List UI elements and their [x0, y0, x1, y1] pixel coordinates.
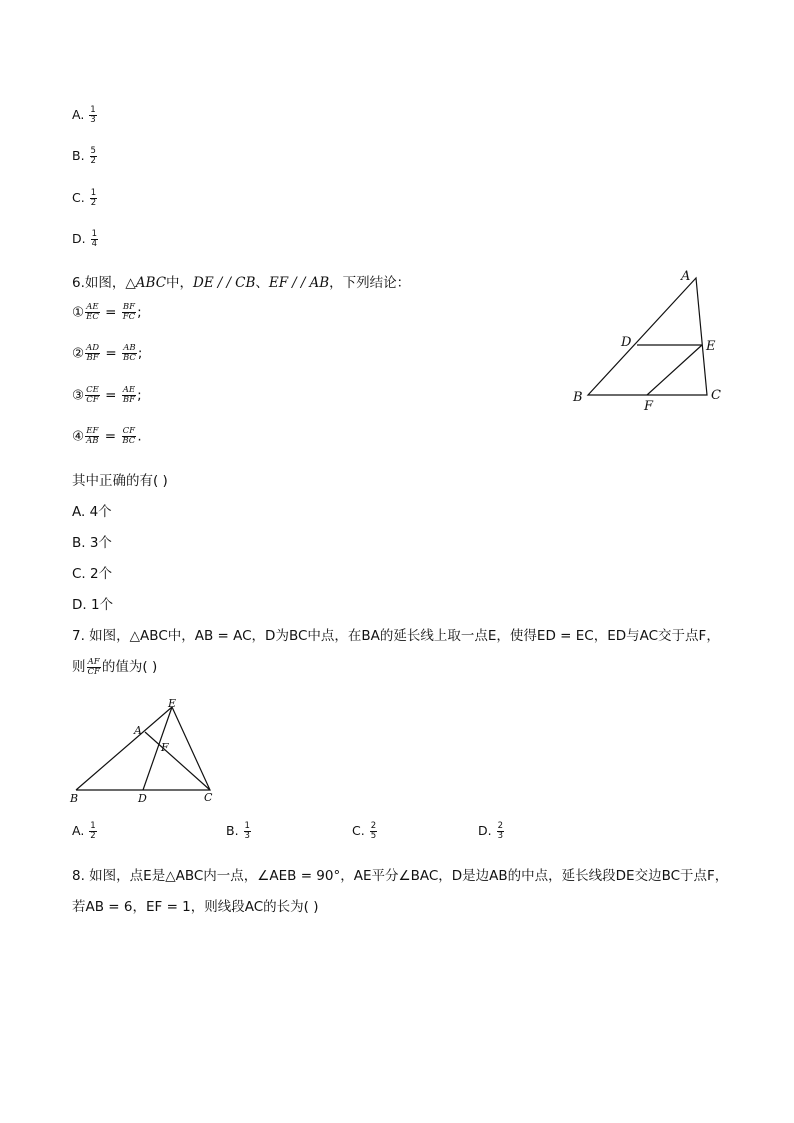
q7-option-c: C. $\frac{2}{5}$	[352, 821, 377, 841]
q6-triangle-figure	[560, 262, 740, 417]
q6-statement-1: ① $\frac{AE}{EC}$ = $\frac{BF}{FC}$ ;	[72, 302, 142, 322]
triangle-bec	[76, 707, 210, 790]
label-c: C	[204, 791, 213, 804]
label-e: E	[168, 697, 177, 710]
fraction: $\frac{1}{2}$	[90, 188, 97, 208]
q5-option-c: C. $\frac{1}{2}$	[72, 188, 97, 208]
label-c: C	[711, 388, 721, 403]
q5-option-b: B. $\frac{5}{2}$	[72, 146, 96, 166]
label-f: F	[161, 741, 169, 754]
segment-ef	[647, 345, 702, 395]
q7-stem-line2: 则 $\frac{AF}{CF}$ 的值为( )	[72, 656, 158, 677]
q6-question: 其中正确的有( )	[72, 473, 168, 489]
q7-stem-line1: 7. 如图，△ABC中，AB = AC，D为BC中点，在BA的延长线上取一点E，使得ED = EC，ED与AC交于点F，	[72, 628, 720, 644]
q7-option-b: B. $\frac{1}{3}$	[226, 821, 250, 841]
q7-triangle-figure	[62, 694, 232, 809]
q5-option-a: A. $\frac{1}{3}$	[72, 105, 96, 125]
q8-stem-line2: 若AB = 6，EF = 1，则线段AC的长为( )	[72, 899, 319, 915]
label-b: B	[70, 792, 79, 805]
fraction: $\frac{1}{4}$	[91, 229, 98, 249]
label-a: A	[134, 724, 142, 737]
segment-ac	[145, 732, 210, 790]
q6-option-b: B. 3个	[72, 535, 112, 551]
q6-option-a: A. 4个	[72, 504, 112, 520]
label-a: A	[681, 269, 691, 284]
q6-stem: 6.如图，△ABC中，DE / / CB、EF / / AB，下列结论：	[72, 275, 411, 291]
q5-option-d: D. $\frac{1}{4}$	[72, 229, 98, 249]
label-b: B	[573, 390, 583, 405]
label-f: F	[644, 399, 654, 414]
fraction: $\frac{5}{2}$	[90, 146, 96, 166]
q6-statement-3: ③ $\frac{CE}{CF}$ = $\frac{AE}{BF}$ ;	[72, 385, 142, 405]
label-d: D	[621, 335, 632, 350]
q8-stem-line1: 8. 如图，点E是△ABC内一点，∠AEB = 90°，AE平分∠BAC，D是边AB的中点，延长线段DE交边BC于点F，	[72, 868, 729, 884]
label-e: E	[706, 339, 716, 354]
q6-option-d: D. 1个	[72, 597, 114, 613]
triangle-abc	[588, 278, 707, 395]
q7-option-a: A. $\frac{1}{2}$	[72, 821, 96, 841]
q6-option-c: C. 2个	[72, 566, 113, 582]
q6-statement-2: ② $\frac{AD}{BF}$ = $\frac{AB}{BC}$ ;	[72, 343, 143, 363]
fraction: $\frac{1}{3}$	[90, 105, 96, 125]
q6-statement-4: ④ $\frac{EF}{AB}$ = $\frac{CF}{BC}$ .	[72, 426, 142, 446]
label-d: D	[138, 792, 147, 805]
q7-option-d: D. $\frac{2}{3}$	[478, 821, 504, 841]
